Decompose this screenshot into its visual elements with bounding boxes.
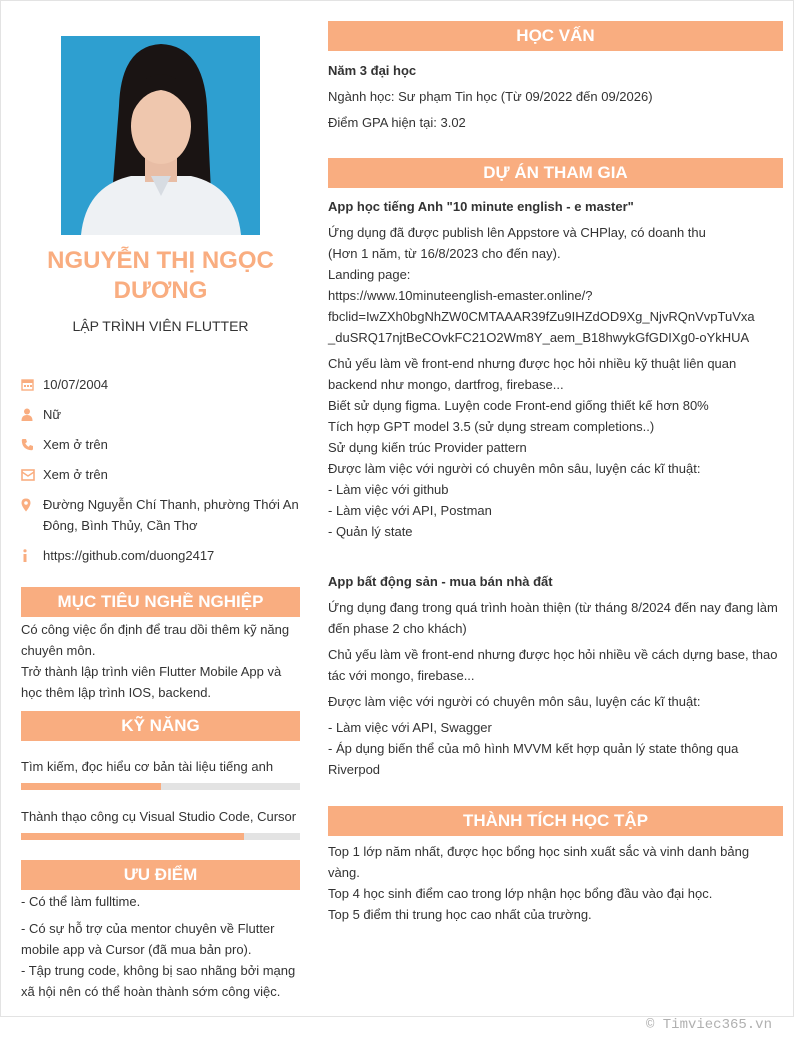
project-1-link: _duSRQ17njtBeCOvkFC21O2Wm8Y_aem_B18hwykGfGDIXg0-oYkHUA [328,330,750,345]
strengths-heading: ƯU ĐIỂM [21,860,300,890]
strength-3: - Tập trung code, không bị sao nhãng bởi mạng xã hội nên có thể hoàn thành sớm công việc. [21,963,296,999]
project-1-line: Được làm việc với người có chuyên môn sâu, luyện các kĩ thuật: [328,461,701,476]
job-title: LẬP TRÌNH VIÊN FLUTTER [72,318,249,334]
phone-icon [21,434,43,455]
project-1-line: Landing page: [328,267,411,282]
strengths-section [21,860,300,1002]
education-section [328,21,783,133]
achievement-3: Top 5 điểm thi trung học cao nhất của trường. [328,907,592,922]
info-email: Xem ở trên [21,464,300,485]
education-gpa: Điểm GPA hiện tại: 3.02 [328,115,466,130]
info-address: Đường Nguyễn Chí Thanh, phường Thới An Đông, Bình Thủy, Cần Thơ [21,494,300,536]
skill-bar-1 [21,783,300,790]
projects-section [328,158,783,780]
project-1-line: Ứng dụng đã được publish lên Appstore và CHPlay, có doanh thu [328,225,706,240]
achievements-section [328,806,783,925]
projects-heading: DỰ ÁN THAM GIA [328,158,783,188]
personal-info [21,374,300,575]
skill-label-1: Tìm kiếm, đọc hiểu cơ bản tài liệu tiếng anh [21,759,274,774]
project-2-line: Được làm việc với người có chuyên môn sâu, luyện các kĩ thuật: [328,694,701,709]
calendar-icon [21,374,43,395]
footer-watermark: © Timviec365.vn [645,1017,772,1033]
strength-1: - Có thể làm fulltime. [21,894,141,909]
project-1-title: App học tiếng Anh "10 minute english - e master" [328,199,634,214]
education-heading: HỌC VẤN [328,21,783,51]
candidate-name: NGUYỄN THỊ NGỌC DƯƠNG [47,247,274,304]
project-1-link: https://www.10minuteenglish-emaster.online/? [328,288,593,303]
achievements-heading: THÀNH TÍCH HỌC TẬP [328,806,783,836]
info-phone: Xem ở trên [21,434,300,455]
strength-2: - Có sự hỗ trợ của mentor chuyên về Flutter mobile app và Cursor (đã mua bản pro). [21,921,275,957]
info-birthdate: 10/07/2004 [21,374,300,395]
email-icon [21,464,43,485]
github-link[interactable]: https://github.com/duong2417 [43,548,215,563]
project-1-line: Biết sử dụng figma. Luyện code Front-end giống thiết kế hơn 80% [328,398,709,413]
skill-fill [21,783,161,790]
objective-text-2: Trở thành lập trình viên Flutter Mobile App và học thêm lập trình IOS, backend. [21,664,282,700]
project-1-line: - Làm việc với github [328,482,449,497]
project-2-line: - Áp dụng biến thể của mô hình MVVM kết hợp quản lý state thông qua Riverpod [328,741,739,777]
person-icon [21,404,43,425]
project-2-title: App bất động sản - mua bán nhà đất [328,574,553,589]
objective-heading: MỤC TIÊU NGHỀ NGHIỆP [21,587,300,617]
project-1-line: - Quản lý state [328,524,413,539]
skills-section [21,711,300,840]
profile-photo [61,36,260,235]
right-column [328,21,783,922]
info-gender: Nữ [21,404,300,425]
project-1-line: Sử dụng kiến trúc Provider pattern [328,440,527,455]
project-1-line: Chủ yếu làm về front-end nhưng được học hỏi nhiều kỹ thuật liên quan backend như mongo, dartfrog, firebase... [328,356,737,392]
objective-section [21,587,300,703]
achievement-2: Top 4 học sinh điểm cao trong lớp nhận học bổng đầu vào đại học. [328,886,713,901]
project-2-line: - Làm việc với API, Swagger [328,720,492,735]
project-2-line: Ứng dụng đang trong quá trình hoàn thiện (từ tháng 8/2024 đến nay đang làm đến phase 2 cho khách) [328,600,778,636]
project-1-link: fbclid=IwZXh0bgNhZW0CMTAAAR39fZu9IHZdOD9Xg_NjvRQnVvpTuVxa [328,309,755,324]
project-1-line: - Làm việc với API, Postman [328,503,492,518]
project-1-line: (Hơn 1 năm, từ 16/8/2023 cho đến nay). [328,246,561,261]
project-1-line: Tích hợp GPT model 3.5 (sử dụng stream completions..) [328,419,655,434]
skill-label-2: Thành thạo công cụ Visual Studio Code, Cursor [21,809,297,824]
info-icon [21,545,43,566]
project-2-line: Chủ yếu làm về front-end nhưng được học hỏi nhiều về cách dựng base, thao tác với mongo, firebase... [328,647,778,683]
location-icon [21,494,43,515]
info-website [21,545,300,566]
objective-text-1: Có công việc ổn định để trau dồi thêm kỹ năng chuyên môn. [21,622,290,658]
achievement-1: Top 1 lớp năm nhất, được học bổng học sinh xuất sắc và vinh danh bảng vàng. [328,844,750,880]
skill-bar-2 [21,833,300,840]
education-year: Năm 3 đại học [328,63,417,78]
skill-fill [21,833,244,840]
education-major: Ngành học: Sư phạm Tin học (Từ 09/2022 đến 09/2026) [328,89,653,104]
skills-heading: KỸ NĂNG [21,711,300,741]
